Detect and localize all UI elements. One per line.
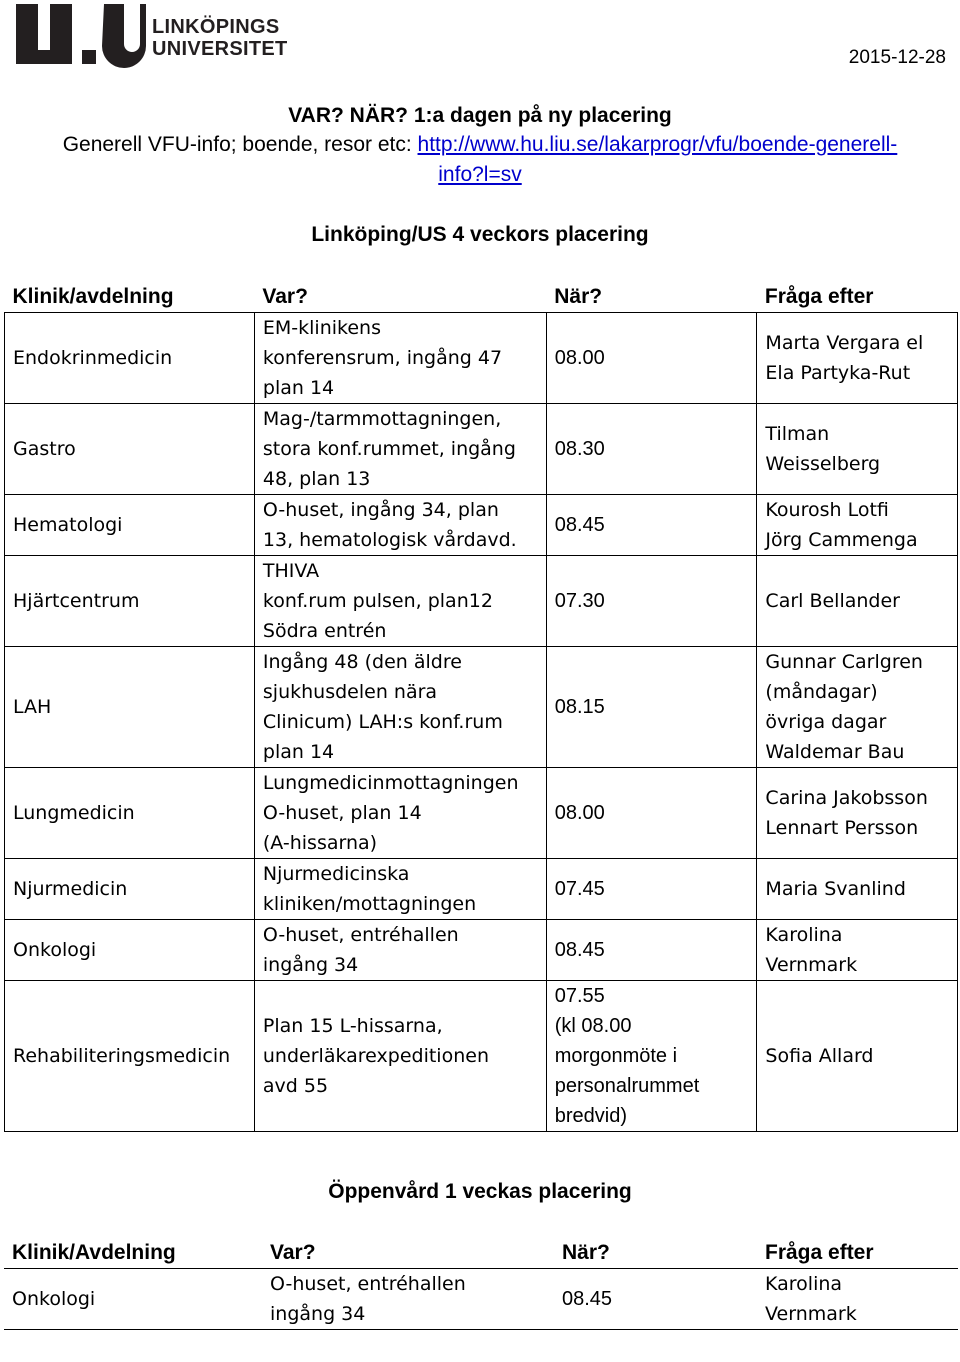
where-cell-line: EM-klinikens <box>262 317 381 339</box>
ask-cell-line: Tilman <box>765 423 830 445</box>
ask-cell-line: Vernmark <box>765 1303 857 1325</box>
ask-cell-line: Carl Bellander <box>765 590 900 612</box>
header-clinic: Klinik/Avdelning <box>12 1241 176 1264</box>
liu-logo-mark-icon <box>16 4 146 68</box>
ask-cell-line: Karolina <box>765 924 843 946</box>
where-cell-line: konferensrum, ingång 47 <box>262 347 503 369</box>
ask-cell-line: Maria Svanlind <box>765 878 906 900</box>
where-cell <box>254 556 546 647</box>
page-title: VAR? NÄR? 1:a dagen på ny placering <box>288 104 672 127</box>
where-cell <box>254 768 546 859</box>
when-cell <box>546 859 757 920</box>
when-cell-line: 07.45 <box>554 878 605 900</box>
when-cell-line: bredvid) <box>554 1105 628 1127</box>
clinic-cell: Onkologi <box>5 920 255 981</box>
where-cell-line: plan 14 <box>262 741 335 763</box>
when-cell-line: 08.45 <box>554 514 605 536</box>
when-cell <box>546 981 757 1132</box>
when-cell <box>546 495 757 556</box>
table-row <box>5 647 958 768</box>
where-cell-line: konf.rum pulsen, plan12 <box>262 590 493 612</box>
where-cell-line: (A-hissarna) <box>262 832 378 854</box>
where-cell-line: avd 55 <box>262 1075 329 1097</box>
where-cell-line: THIVA <box>262 560 320 582</box>
table-row <box>4 1269 958 1330</box>
where-cell-line: Mag-/tarmmottagningen, <box>262 408 502 430</box>
when-cell <box>546 404 757 495</box>
where-cell-line: Plan 15 L-hissarna, <box>262 1015 443 1037</box>
ask-cell-line: Waldemar Bau <box>765 741 905 763</box>
where-cell <box>254 647 546 768</box>
ask-cell-line: Kourosh Lotfi <box>765 499 889 521</box>
ask-cell <box>757 1269 958 1330</box>
ask-cell-line: Carina Jakobsson <box>765 787 928 809</box>
table-header-row <box>5 282 958 313</box>
header-when: När? <box>554 285 603 308</box>
table-header-row <box>4 1238 958 1269</box>
ask-cell <box>757 981 958 1132</box>
ask-cell <box>757 313 958 404</box>
header-when: När? <box>562 1241 610 1264</box>
when-cell <box>546 768 757 859</box>
where-cell-line: stora konf.rummet, ingång <box>262 438 516 460</box>
header-clinic: Klinik/avdelning <box>12 285 174 308</box>
where-cell-line: underläkarexpeditionen <box>262 1045 489 1067</box>
table-row <box>5 556 958 647</box>
outpatient-table <box>4 1238 958 1330</box>
where-cell <box>254 404 546 495</box>
when-cell <box>546 920 757 981</box>
ask-cell-line: Sofia Allard <box>765 1045 874 1067</box>
ask-cell-line: Ela Partyka-Rut <box>765 362 911 384</box>
clinic-cell: Gastro <box>5 404 255 495</box>
general-info-prefix: Generell VFU-info; boende, resor etc: <box>62 133 418 156</box>
ask-cell-line: Gunnar Carlgren <box>765 651 923 673</box>
clinic-cell: Hjärtcentrum <box>5 556 255 647</box>
where-cell <box>262 1269 554 1330</box>
when-cell <box>554 1269 757 1330</box>
where-cell-line: Clinicum) LAH:s konf.rum <box>262 711 503 733</box>
ask-cell-line: Jörg Cammenga <box>765 529 918 551</box>
where-cell <box>254 495 546 556</box>
university-logo <box>16 4 286 68</box>
header-where: Var? <box>270 1241 316 1264</box>
when-cell <box>546 556 757 647</box>
when-cell-line: personalrummet <box>554 1075 700 1097</box>
table-row <box>5 859 958 920</box>
where-cell <box>254 313 546 404</box>
ask-cell-line: Karolina <box>765 1273 843 1295</box>
where-cell-line: Lungmedicinmottagningen <box>262 772 519 794</box>
where-cell-line: ingång 34 <box>262 954 359 976</box>
placement-table-body <box>5 313 958 1132</box>
ask-cell-line: (måndagar) <box>765 681 878 703</box>
where-cell-line: O-huset, plan 14 <box>262 802 422 824</box>
clinic-cell: Njurmedicin <box>5 859 255 920</box>
table-row <box>5 313 958 404</box>
section-title-outpatient: Öppenvård 1 veckas placering <box>328 1180 632 1203</box>
table-row <box>5 495 958 556</box>
when-cell-line: 08.30 <box>554 438 605 460</box>
clinic-cell: Onkologi <box>4 1269 262 1330</box>
logo-wordmark <box>152 16 288 60</box>
when-cell <box>546 313 757 404</box>
ask-cell <box>757 859 958 920</box>
where-cell-line: 48, plan 13 <box>262 468 371 490</box>
clinic-cell: Rehabiliteringsmedicin <box>5 981 255 1132</box>
where-cell <box>254 981 546 1132</box>
ask-cell <box>757 768 958 859</box>
where-cell-line: O-huset, entréhallen <box>262 924 459 946</box>
table-row <box>5 404 958 495</box>
when-cell-line: 07.55 <box>554 985 605 1007</box>
header-where: Var? <box>262 285 308 308</box>
outpatient-table-body <box>4 1269 958 1330</box>
general-info-line <box>0 130 960 190</box>
where-cell <box>254 859 546 920</box>
where-cell-line: plan 14 <box>262 377 335 399</box>
ask-cell <box>757 495 958 556</box>
ask-cell <box>757 647 958 768</box>
clinic-cell: Lungmedicin <box>5 768 255 859</box>
when-cell-line: 08.15 <box>554 696 605 718</box>
where-cell-line: O-huset, ingång 34, plan <box>262 499 499 521</box>
ask-cell <box>757 920 958 981</box>
where-cell-line: sjukhusdelen nära <box>262 681 438 703</box>
where-cell-line: 13, hematologisk vårdavd. <box>262 529 517 551</box>
placement-table <box>4 282 958 1132</box>
header-ask: Fråga efter <box>765 1241 874 1264</box>
table-row <box>5 920 958 981</box>
ask-cell-line: Marta Vergara el <box>765 332 924 354</box>
when-cell-line: 08.00 <box>554 802 605 824</box>
logo-text-line2: UNIVERSITET <box>152 38 288 60</box>
where-cell-line: kliniken/mottagningen <box>262 893 477 915</box>
section-title-linkoping: Linköping/US 4 veckors placering <box>311 223 649 246</box>
when-cell-line: morgonmöte i <box>554 1045 678 1067</box>
table-row <box>5 981 958 1132</box>
clinic-cell: LAH <box>5 647 255 768</box>
document-date: 2015-12-28 <box>848 47 946 68</box>
ask-cell-line: övriga dagar <box>765 711 887 733</box>
where-cell <box>254 920 546 981</box>
where-cell-line: Södra entrén <box>262 620 387 642</box>
when-cell-line: 08.45 <box>562 1288 613 1310</box>
ask-cell-line: Lennart Persson <box>765 817 919 839</box>
clinic-cell: Hematologi <box>5 495 255 556</box>
where-cell-line: ingång 34 <box>270 1303 366 1325</box>
where-cell-line: Ingång 48 (den äldre <box>262 651 462 673</box>
when-cell-line: (kl 08.00 <box>554 1015 632 1037</box>
table-row <box>5 768 958 859</box>
when-cell-line: 08.45 <box>554 939 605 961</box>
logo-text-line1: LINKÖPINGS <box>152 16 280 38</box>
header-ask: Fråga efter <box>764 285 874 308</box>
general-info-link-continued[interactable]: info?l=sv <box>438 163 522 186</box>
when-cell <box>546 647 757 768</box>
general-info-link[interactable]: http://www.hu.liu.se/lakarprogr/vfu/boende-generell- <box>417 133 898 156</box>
ask-cell-line: Weisselberg <box>765 453 881 475</box>
where-cell-line: O-huset, entréhallen <box>270 1273 466 1295</box>
ask-cell-line: Vernmark <box>765 954 858 976</box>
when-cell-line: 07.30 <box>554 590 605 612</box>
clinic-cell: Endokrinmedicin <box>5 313 255 404</box>
where-cell-line: Njurmedicinska <box>262 863 410 885</box>
when-cell-line: 08.00 <box>554 347 605 369</box>
ask-cell <box>757 556 958 647</box>
ask-cell <box>757 404 958 495</box>
